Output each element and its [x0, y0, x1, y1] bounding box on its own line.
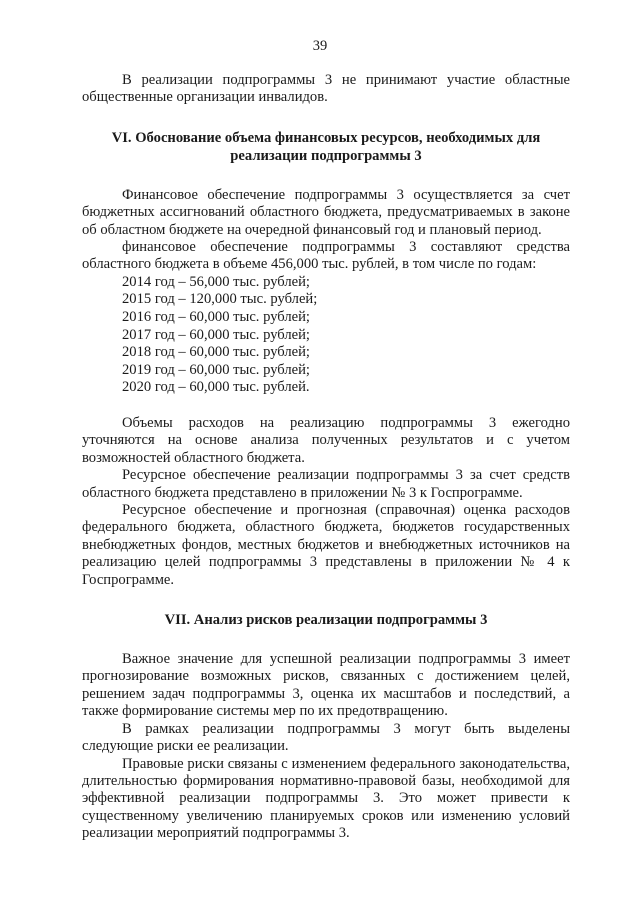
list-item: 2019 год – 60,000 тыс. рублей;: [122, 361, 310, 378]
page-number: 39: [312, 38, 328, 54]
list-item: 2020 год – 60,000 тыс. рублей.: [122, 379, 310, 396]
paragraph-risks-2: В рамках реализации подпрограммы 3 могут быть выделены следующие риски ее реализации.: [82, 720, 570, 755]
paragraph-resources-1: Ресурсное обеспечение реализации подпрограммы 3 за счет средств областного бюджета представлено в приложении № 3 к Госпрограмме.: [82, 467, 570, 501]
paragraph-financing-2: финансовое обеспечение подпрограммы 3 составляют средства областного бюджета в объеме 456,000 тыс. рублей, в том числе по годам:: [82, 239, 570, 273]
paragraph-financing-1: Финансовое обеспечение подпрограммы 3 осуществляется за счет бюджетных ассигнований областного бюджета, предусматриваемых в законе об областном бюджете на очередной финансовый год и плановый период.: [82, 186, 570, 238]
year-list: [82, 274, 570, 397]
list-item: 2014 год – 56,000 тыс. рублей;: [122, 273, 310, 290]
list-item: 2015 год – 120,000 тыс. рублей;: [122, 291, 318, 308]
document-body: [82, 72, 570, 843]
paragraph-resources-2: Ресурсное обеспечение и прогнозная (справочная) оценка расходов федерального бюджета, областного бюджета, бюджетов государственных внебюджетных фондов, местных бюджетов и внебюджетных источников на реализацию целей подпрограммы 3 представлены в приложении № 4 к Госпрограмме.: [82, 502, 570, 588]
section-heading-7: VII. Анализ рисков реализации подпрограммы 3: [164, 612, 488, 629]
list-item: 2017 год – 60,000 тыс. рублей;: [122, 326, 310, 343]
section-heading-6: VI. Обоснование объема финансовых ресурсов, необходимых для реализации подпрограммы 3: [111, 129, 541, 164]
paragraph-volumes: Объемы расходов на реализацию подпрограммы 3 ежегодно уточняются на основе анализа полученных результатов и с учетом возможностей областного бюджета.: [82, 415, 570, 466]
list-item: 2018 год – 60,000 тыс. рублей;: [122, 344, 310, 361]
paragraph-risks-3: Правовые риски связаны с изменением федерального законодательства, длительностью формирования нормативно-правовой базы, необходимой для эффективной реализации подпрограммы 3. Это может привести к существенному увеличению планируемых сроков или изменению условий реализации мероприятий подпрограммы 3.: [82, 755, 570, 842]
paragraph-intro: В реализации подпрограммы 3 не принимают участие областные общественные организации инвалидов.: [82, 72, 570, 106]
list-item: 2016 год – 60,000 тыс. рублей;: [122, 309, 310, 326]
paragraph-risks-1: Важное значение для успешной реализации подпрограммы 3 имеет прогнозирование возможных рисков, связанных с достижением целей, решением задач подпрограммы 3, оценка их масштабов и последствий, а также формирование системы мер по их предотвращению.: [82, 651, 570, 720]
